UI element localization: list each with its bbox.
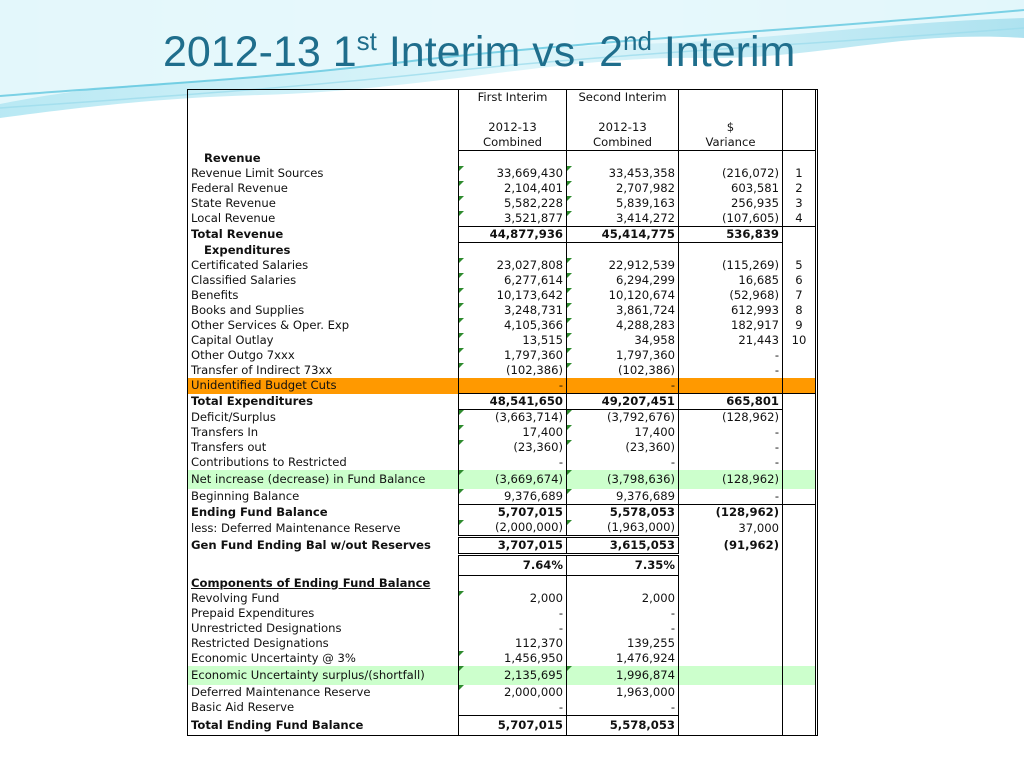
variance-value: (107,605) (679, 211, 783, 227)
table-row (188, 258, 818, 273)
second-interim-value: (102,386) (567, 363, 679, 378)
row-label: Prepaid Expenditures (188, 606, 459, 621)
variance-value: (52,968) (679, 288, 783, 303)
row-label: Components of Ending Fund Balance (188, 576, 459, 592)
first-interim-value: 5,707,015 (459, 505, 567, 521)
table-row (188, 166, 818, 181)
col1-year: 2012-13 (459, 120, 567, 135)
table-row (188, 455, 818, 470)
second-interim-value: 9,376,689 (567, 489, 679, 505)
row-label: Books and Supplies (188, 303, 459, 318)
col2-combined: Combined (567, 135, 679, 151)
second-interim-value: 2,000 (567, 591, 679, 606)
row-label: Other Services & Oper. Exp (188, 318, 459, 333)
first-interim-value: (102,386) (459, 363, 567, 378)
table-row (188, 318, 818, 333)
first-interim-value: 1,456,950 (459, 651, 567, 666)
col2-year: 2012-13 (567, 120, 679, 135)
note-number: 8 (783, 303, 816, 318)
second-interim-value: - (567, 606, 679, 621)
table-row (188, 363, 818, 378)
first-interim-value: - (459, 606, 567, 621)
table-row (188, 636, 818, 651)
table-row (188, 151, 818, 167)
table-row (188, 394, 818, 410)
variance-value: (216,072) (679, 166, 783, 181)
second-interim-value: 1,476,924 (567, 651, 679, 666)
table-row (188, 196, 818, 211)
second-interim-value: 22,912,539 (567, 258, 679, 273)
variance-value: 256,935 (679, 196, 783, 211)
first-interim-value: 2,135,695 (459, 666, 567, 685)
table-row (188, 211, 818, 227)
first-interim-value: 2,000 (459, 591, 567, 606)
first-interim-value: 112,370 (459, 636, 567, 651)
note-number: 2 (783, 181, 816, 196)
row-label: Benefits (188, 288, 459, 303)
first-interim-value: 2,000,000 (459, 685, 567, 700)
first-interim-value: 48,541,650 (459, 394, 567, 410)
row-label: Revolving Fund (188, 591, 459, 606)
first-interim-value: 3,521,877 (459, 211, 567, 227)
variance-value: - (679, 455, 783, 470)
note-number: 10 (783, 333, 816, 348)
table-row (188, 555, 818, 576)
table-row (188, 425, 818, 440)
note-number: 4 (783, 211, 816, 227)
table-row (188, 243, 818, 259)
second-interim-value: 2,707,982 (567, 181, 679, 196)
first-interim-value: 3,248,731 (459, 303, 567, 318)
table-row (188, 227, 818, 243)
second-interim-value: 7.35% (567, 555, 679, 576)
row-label: Certificated Salaries (188, 258, 459, 273)
variance-value: (128,962) (679, 505, 783, 521)
second-interim-value: - (567, 621, 679, 636)
variance-value: (91,962) (679, 537, 783, 555)
variance-value: 603,581 (679, 181, 783, 196)
variance-value: 665,801 (679, 394, 783, 410)
second-interim-value: 1,996,874 (567, 666, 679, 685)
row-label: Deferred Maintenance Reserve (188, 685, 459, 700)
first-interim-value: (3,669,674) (459, 470, 567, 489)
variance-value: 612,993 (679, 303, 783, 318)
second-interim-value: (3,798,636) (567, 470, 679, 489)
financial-comparison-table (187, 89, 818, 736)
second-interim-value: 33,453,358 (567, 166, 679, 181)
row-label: Other Outgo 7xxx (188, 348, 459, 363)
second-interim-value: (3,792,676) (567, 410, 679, 426)
row-label: Transfers In (188, 425, 459, 440)
table-row (188, 440, 818, 455)
table-row (188, 576, 818, 592)
table-row (188, 606, 818, 621)
second-interim-value: - (567, 378, 679, 394)
second-interim-value: 5,578,053 (567, 716, 679, 736)
first-interim-value: 10,173,642 (459, 288, 567, 303)
row-label: Net increase (decrease) in Fund Balance (188, 470, 459, 489)
row-label: Total Expenditures (188, 394, 459, 410)
second-interim-value: 4,288,283 (567, 318, 679, 333)
second-interim-value: 34,958 (567, 333, 679, 348)
table-row (188, 333, 818, 348)
table-row (188, 303, 818, 318)
second-interim-value: 10,120,674 (567, 288, 679, 303)
first-interim-value: 3,707,015 (459, 537, 567, 555)
header-row-1 (188, 90, 818, 106)
row-label: Beginning Balance (188, 489, 459, 505)
note-number: 9 (783, 318, 816, 333)
row-label: Contributions to Restricted (188, 455, 459, 470)
row-label: Federal Revenue (188, 181, 459, 196)
table-row (188, 410, 818, 426)
row-label: Ending Fund Balance (188, 505, 459, 521)
second-interim-value: 3,414,272 (567, 211, 679, 227)
note-number: 6 (783, 273, 816, 288)
table-row (188, 685, 818, 700)
second-interim-value: 6,294,299 (567, 273, 679, 288)
variance-value: (115,269) (679, 258, 783, 273)
table-row (188, 591, 818, 606)
first-interim-value: 9,376,689 (459, 489, 567, 505)
row-label: Gen Fund Ending Bal w/out Reserves (188, 537, 459, 555)
note-number: 3 (783, 196, 816, 211)
col3-dollar: $ (679, 120, 783, 135)
row-label: Unrestricted Designations (188, 621, 459, 636)
first-interim-value: (23,360) (459, 440, 567, 455)
variance-value: - (679, 363, 783, 378)
first-interim-value: 5,582,228 (459, 196, 567, 211)
first-interim-value: 2,104,401 (459, 181, 567, 196)
second-interim-value: 17,400 (567, 425, 679, 440)
first-interim-value: 44,877,936 (459, 227, 567, 243)
slide-title: 2012-13 1st Interim vs. 2nd Interim (163, 26, 796, 76)
table-row (188, 537, 818, 555)
row-label: Transfers out (188, 440, 459, 455)
table-row (188, 470, 818, 489)
first-interim-value: - (459, 621, 567, 636)
header-row-3 (188, 135, 818, 151)
second-interim-value: 5,578,053 (567, 505, 679, 521)
row-label: Economic Uncertainty surplus/(shortfall) (188, 666, 459, 685)
col2-header: Second Interim (567, 90, 679, 106)
note-number: 7 (783, 288, 816, 303)
variance-value: (128,962) (679, 470, 783, 489)
table-row (188, 273, 818, 288)
row-label: Unidentified Budget Cuts (188, 378, 459, 394)
second-interim-value: - (567, 700, 679, 716)
table-row (188, 378, 818, 394)
col1-combined: Combined (459, 135, 567, 151)
variance-value: 37,000 (679, 520, 783, 537)
row-label: Transfer of Indirect 73xx (188, 363, 459, 378)
note-number: 5 (783, 258, 816, 273)
row-label: Deficit/Surplus (188, 410, 459, 426)
variance-value: 536,839 (679, 227, 783, 243)
first-interim-value: 17,400 (459, 425, 567, 440)
row-label: Expenditures (188, 243, 459, 259)
row-label: Capital Outlay (188, 333, 459, 348)
variance-value: - (679, 489, 783, 505)
table-row (188, 288, 818, 303)
second-interim-value: 139,255 (567, 636, 679, 651)
first-interim-value: - (459, 455, 567, 470)
first-interim-value: 4,105,366 (459, 318, 567, 333)
col1-header: First Interim (459, 90, 567, 106)
second-interim-value: 3,615,053 (567, 537, 679, 555)
second-interim-value: 3,861,724 (567, 303, 679, 318)
col3-variance: Variance (679, 135, 783, 151)
variance-value: 182,917 (679, 318, 783, 333)
variance-value: 21,443 (679, 333, 783, 348)
second-interim-value: 1,963,000 (567, 685, 679, 700)
first-interim-value: 6,277,614 (459, 273, 567, 288)
variance-value: 16,685 (679, 273, 783, 288)
second-interim-value: (1,963,000) (567, 520, 679, 537)
row-label: less: Deferred Maintenance Reserve (188, 520, 459, 537)
first-interim-value: 13,515 (459, 333, 567, 348)
second-interim-value: 5,839,163 (567, 196, 679, 211)
first-interim-value: 23,027,808 (459, 258, 567, 273)
table-row (188, 651, 818, 666)
row-label: Total Ending Fund Balance (188, 716, 459, 736)
variance-value: (128,962) (679, 410, 783, 426)
table-row (188, 348, 818, 363)
first-interim-value: 33,669,430 (459, 166, 567, 181)
note-number: 1 (783, 166, 816, 181)
first-interim-value: - (459, 700, 567, 716)
row-label: Revenue Limit Sources (188, 166, 459, 181)
second-interim-value: 1,797,360 (567, 348, 679, 363)
table-row (188, 505, 818, 521)
table-row (188, 716, 818, 736)
table-row (188, 621, 818, 636)
first-interim-value: 7.64% (459, 555, 567, 576)
table-row (188, 489, 818, 505)
variance-value: - (679, 348, 783, 363)
row-label: Restricted Designations (188, 636, 459, 651)
row-label: Economic Uncertainty @ 3% (188, 651, 459, 666)
first-interim-value: (3,663,714) (459, 410, 567, 426)
row-label: Basic Aid Reserve (188, 700, 459, 716)
table-row (188, 520, 818, 537)
second-interim-value: - (567, 455, 679, 470)
row-label: Total Revenue (188, 227, 459, 243)
row-label: Classified Salaries (188, 273, 459, 288)
second-interim-value: (23,360) (567, 440, 679, 455)
row-label: State Revenue (188, 196, 459, 211)
first-interim-value: 1,797,360 (459, 348, 567, 363)
header-row-2 (188, 120, 818, 135)
table-row (188, 181, 818, 196)
first-interim-value: - (459, 378, 567, 394)
row-label: Revenue (188, 151, 459, 167)
second-interim-value: 45,414,775 (567, 227, 679, 243)
first-interim-value: 5,707,015 (459, 716, 567, 736)
row-label: Local Revenue (188, 211, 459, 227)
table-row (188, 666, 818, 685)
first-interim-value: (2,000,000) (459, 520, 567, 537)
variance-value: - (679, 425, 783, 440)
second-interim-value: 49,207,451 (567, 394, 679, 410)
table-row (188, 700, 818, 716)
variance-value: - (679, 440, 783, 455)
